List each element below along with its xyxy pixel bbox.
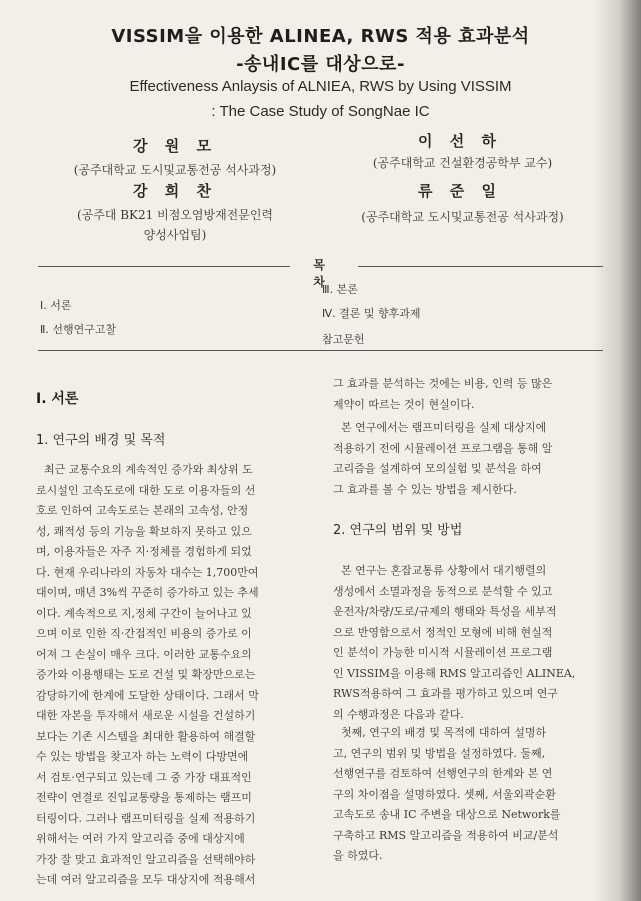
- author-affiliation: (공주대학교 도시및교통전공 석사과정): [73, 163, 277, 177]
- toc-bottom-divider: [38, 350, 603, 351]
- text-line: 그 효과를 볼 수 있는 방법을 제시한다.: [333, 482, 517, 496]
- text-line: 보다는 기존 시스템을 최대한 활용하여 해결할: [36, 729, 256, 743]
- text-line: 는데 여러 알고리즘을 모두 대상지에 적용해서: [36, 873, 256, 886]
- author-name: 강 원 모: [133, 137, 217, 155]
- author-affiliation: (공주대 BK21 비점오염방재전문인력 양성사업팀): [76, 208, 274, 242]
- text-line: 인 VISSIM을 이용해 RMS 알고리즘인 ALINEA,: [333, 666, 576, 680]
- text-line: 어져 그 손실이 매우 크다. 이러한 교통수요의: [36, 647, 252, 661]
- text-line: 호로 인하여 고속도로는 본래의 고속성, 안정: [36, 504, 249, 517]
- text-line: 의 수행과정은 다음과 같다.: [333, 707, 464, 721]
- text-line: 며, 이용자들은 자주 지·정체를 경험하게 되었: [36, 545, 252, 558]
- author-affiliation: (공주대학교 건설환경공학부 교수): [372, 156, 553, 170]
- text-line: 고속도로 송내 IC 주변을 대상으로 Network를: [333, 808, 561, 821]
- text-line: 제약이 따르는 것이 현실이다.: [333, 397, 475, 411]
- author-name: 이 선 하: [418, 132, 502, 150]
- text-line: 로시설인 고속도로에 대한 도로 이용자들의 선: [36, 483, 256, 497]
- text-line: 구의 차이점을 설명하였다. 셋째, 서울외곽순환: [333, 787, 556, 801]
- page-edge-shadow: [593, 0, 641, 901]
- subsection-heading-scope: 2. 연구의 범위 및 방법: [333, 523, 463, 538]
- text-line: 고, 연구의 범위 및 방법을 설정하였다. 둘째,: [333, 746, 546, 760]
- text-line: 선행연구를 검토하여 선행연구의 한계와 본 연: [333, 767, 553, 780]
- toc-item: Ⅰ. 서론: [40, 299, 72, 312]
- author-name: 류 준 일: [418, 182, 502, 200]
- text-line: 인 분석이 가능한 미시적 시뮬레이션 프로그램: [333, 646, 553, 659]
- body-paragraph: [36, 460, 312, 891]
- body-paragraph: [333, 723, 599, 867]
- body-paragraph: [333, 561, 599, 725]
- text-line: 대이며, 매년 3%씩 꾸준히 증가하고 있는 추세: [36, 586, 259, 599]
- text-line: 가장 잘 맞고 효과적인 알고리즘을 선택해야하: [36, 852, 256, 866]
- toc-item: 참고문헌: [322, 333, 365, 346]
- text-line: 본 연구에서는 램프미터링을 실제 대상지에: [341, 421, 547, 434]
- text-line: 적용하기 전에 시뮬레이션 프로그램을 통해 알: [333, 441, 553, 455]
- toc-item: Ⅳ. 결론 및 향후과제: [322, 307, 421, 320]
- paper-title-english: Effectiveness Anlaysis of ALNIEA, RWS by Using VISSIM: [129, 78, 512, 95]
- text-line: 으로 반영함으로서 정적인 모형에 비해 현실적: [333, 625, 553, 639]
- author-affiliation: (공주대학교 도시및교통전공 석사과정): [361, 210, 564, 224]
- toc-heading: 목 차: [313, 258, 335, 289]
- author-name: 강 희 찬: [133, 182, 217, 200]
- text-line: 전략이 연결로 진입교통량을 통제하는 램프미: [36, 791, 252, 804]
- text-line: 터링이다. 그러나 램프미터링을 실제 적용하기: [36, 811, 256, 825]
- text-line: 대한 자본을 투자해서 새로운 시설을 건설하기: [36, 709, 256, 722]
- text-line: 감당하기에 한계에 도달한 상태이다. 그래서 막: [36, 688, 259, 702]
- text-line: 수 있는 방법을 찾고자 하는 노력이 다방면에: [36, 750, 249, 763]
- text-line: 을 하였다.: [333, 849, 383, 862]
- text-line: 서 검토·연구되고 있는데 그 중 가장 대표적인: [36, 770, 252, 784]
- subsection-heading-background: 1. 연구의 배경 및 목적: [36, 433, 166, 448]
- text-line: 위해서는 여러 가지 알고리즘 중에 대상지에: [36, 832, 245, 845]
- text-line: 본 연구는 혼잡교통류 상황에서 대기행렬의: [341, 564, 547, 577]
- toc-divider-left: [38, 266, 290, 267]
- text-line: 구축하고 RMS 알고리즘을 적용하여 비교/분석: [333, 828, 559, 842]
- text-line: RWS적용하여 그 효과를 평가하고 있으며 연구: [333, 687, 559, 700]
- toc-item: Ⅲ. 본론: [322, 283, 358, 296]
- text-line: 으며 이로 인한 직·간접적인 비용의 증가로 이: [36, 627, 252, 640]
- text-line: 첫째, 연구의 배경 및 목적에 대하여 설명하: [341, 726, 547, 739]
- text-line: 최근 교통수요의 계속적인 증가와 최상위 도: [44, 463, 253, 476]
- text-line: 그 효과를 분석하는 것에는 비용, 인력 등 많은: [333, 377, 553, 390]
- paper-subtitle-korean: -송내IC를 대상으로-: [236, 54, 405, 75]
- text-line: 운전자/차량/도로/규제의 행태와 특성을 세부적: [333, 605, 557, 618]
- text-line: 이다. 계속적으로 지,정체 구간이 늘어나고 있: [36, 606, 252, 620]
- toc-item: Ⅱ. 선행연구고찰: [40, 323, 117, 336]
- text-line: 성, 쾌적성 등의 기능을 확보하지 못하고 있으: [36, 524, 252, 538]
- text-line: 증가와 이용행태는 도로 건설 및 확장만으로는: [36, 668, 256, 681]
- text-line: 다. 현재 우리나라의 자동차 대수는 1,700만여: [36, 565, 259, 579]
- body-paragraph: [333, 418, 599, 500]
- body-paragraph: [333, 374, 599, 415]
- paper-title-korean: VISSIM을 이용한 ALINEA, RWS 적용 효과분석: [111, 26, 530, 47]
- section-heading-introduction: Ⅰ. 서론: [36, 391, 79, 407]
- text-line: 생성에서 소멸과정을 동적으로 분석할 수 있고: [333, 584, 553, 598]
- toc-divider-right: [358, 266, 603, 267]
- text-line: 고리즘을 설계하여 모의실험 및 분석을 하여: [333, 462, 542, 475]
- paper-subtitle-english: : The Case Study of SongNae IC: [211, 103, 430, 120]
